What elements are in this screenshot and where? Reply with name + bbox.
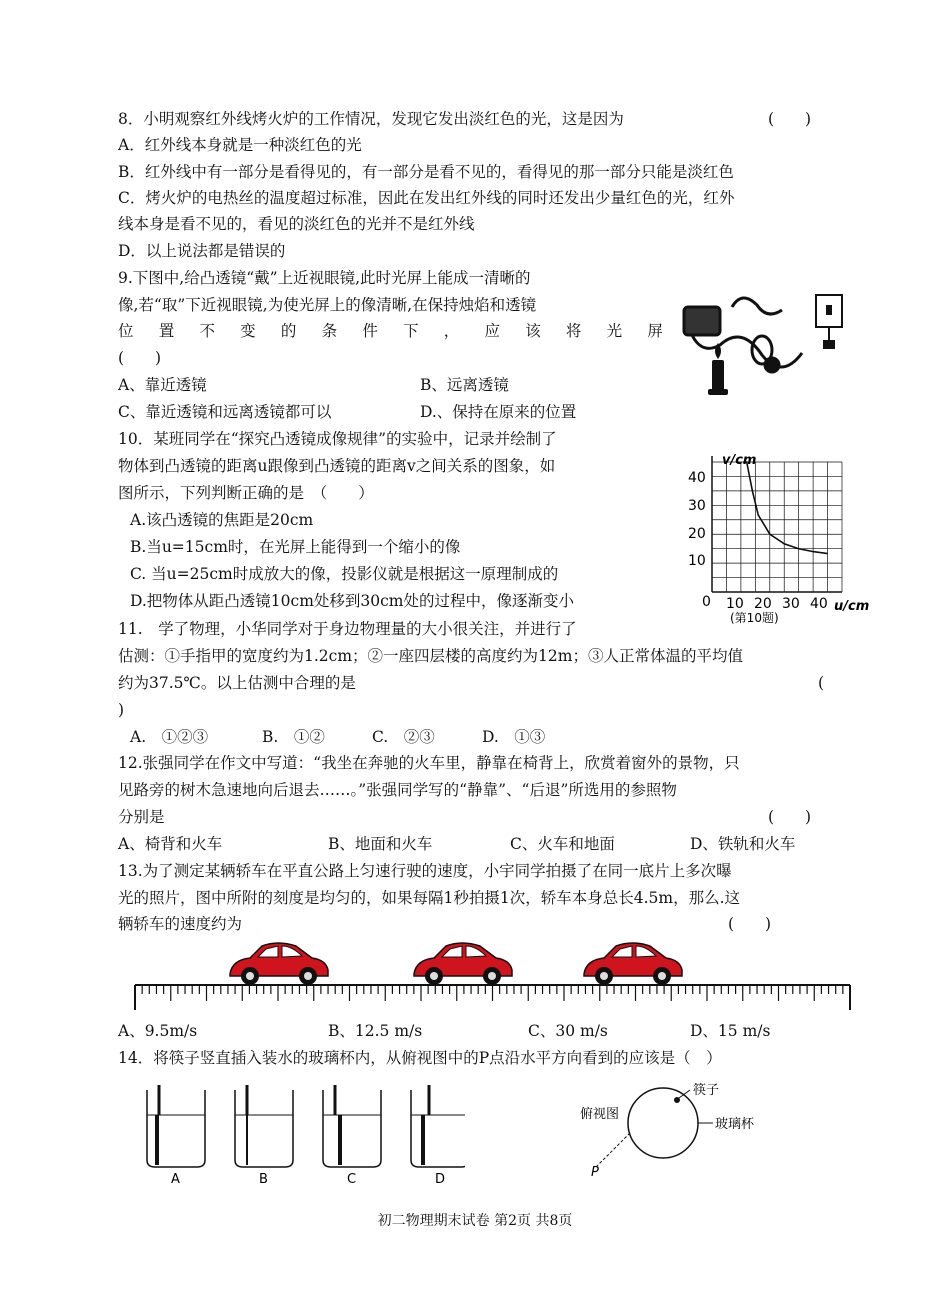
q9-answer-paren: ( ) [118, 349, 162, 367]
q12-line1: 12.张强同学在作文中写道：“我坐在奔驰的火车里，静靠在椅背上，欣赏着窗外的景物，只 [118, 754, 740, 772]
q11-paren-open: ( [818, 674, 825, 692]
q8-option-a: A．红外线本身就是一种淡红色的光 [118, 136, 362, 154]
q12-option-b: B、地面和火车 [328, 835, 433, 853]
v-u-curve [743, 462, 827, 554]
q9-option-b: B、远离透镜 [420, 376, 509, 394]
q9-option-d: D.、保持在原来的位置 [420, 403, 577, 421]
q13-line2: 光的照片，图中所附的刻度是均匀的，如果每隔1秒拍摄1次，轿车本身总长4.5m，那么.这 [118, 889, 741, 907]
v-u-graph [680, 446, 870, 624]
origin-label: 0 [702, 594, 711, 610]
graph-caption: (第10题) [730, 611, 779, 624]
q11-line3: 约为37.5℃。以上估测中合理的是 [118, 674, 356, 692]
q10-option-b: B.当u=15cm时，在光屏上能得到一个缩小的像 [130, 538, 461, 556]
q13-option-a: A、9.5m/s [118, 1022, 198, 1040]
glass-circle [628, 1088, 698, 1158]
q9-stem-line3: 位 置 不 变 的 条 件 下 ， 应 该 将 光 屏 [118, 322, 663, 340]
x-tick-10: 10 [726, 596, 744, 612]
q8-answer-paren: ( ) [768, 110, 812, 128]
cup-c [323, 1085, 381, 1187]
x-tick-20: 20 [754, 596, 772, 612]
cup-label-c: C [347, 1172, 357, 1187]
q12-answer-paren: ( ) [768, 808, 812, 826]
car-exposure-figure [130, 935, 855, 1015]
q10-stem-line1: 10．某班同学在“探究凸透镜成像规律”的实验中，记录并绘制了 [118, 430, 557, 448]
q8-option-d: D．以上说法都是错误的 [118, 242, 286, 260]
car-exposure-3 [584, 943, 682, 985]
ruler-ticks [135, 985, 850, 1001]
q13-option-b: B、12.5 m/s [328, 1022, 423, 1040]
q13-option-c: C、30 m/s [528, 1022, 608, 1040]
q10-option-a: A.该凸透镜的焦距是20cm [130, 511, 314, 529]
cup-b [235, 1085, 293, 1187]
q10-option-c: C. 当u=25cm时成放大的像，投影仪就是根据这一原理制成的 [130, 565, 559, 583]
q11-option-b: B. ①② [262, 728, 325, 746]
q12-line2: 见路旁的树木急速地向后退去……。”张强同学写的“静靠”、“后退”所选用的参照物 [118, 781, 677, 799]
cups-figure [135, 1085, 465, 1190]
q11-option-d: D. ①③ [482, 728, 546, 746]
q10-stem-line3: 图所示，下列判断正确的是 （ ） [118, 484, 374, 502]
cup-d [411, 1085, 465, 1187]
q9-stem-line1: 9.下图中,给凸透镜“戴”上近视眼镜,此时光屏上能成一清晰的 [118, 269, 531, 287]
q14-stem: 14．将筷子竖直插入装水的玻璃杯内，从俯视图中的P点沿水平方向看到的应该是（ ） [118, 1049, 722, 1067]
optical-bench-figure [672, 285, 862, 405]
chopstick-label: 筷子 [693, 1083, 720, 1098]
q12-option-c: C、火车和地面 [510, 835, 615, 853]
q9-stem-line2: 像,若“取”下近视眼镜,为使光屏上的像清晰,在保持烛焰和透镜 [118, 296, 537, 314]
y-tick-10: 10 [688, 553, 706, 569]
q8-option-c: C．烤火炉的电热丝的温度超过标准，因此在发出红外线的同时还发出少量红色的光，红外 [118, 189, 735, 207]
q12-option-d: D、铁轨和火车 [690, 835, 796, 853]
y-tick-40: 40 [688, 470, 706, 486]
screen-icon [816, 295, 842, 349]
q9-option-a: A、靠近透镜 [118, 376, 207, 394]
q11-paren-close: ) [118, 701, 125, 719]
lens-holder-icon [684, 298, 802, 372]
q13-line1: 13.为了测定某辆轿车在平直公路上匀速行驶的速度，小宇同学拍摄了在同一底片上多次曝 [118, 862, 732, 880]
top-view-figure [575, 1078, 775, 1178]
page-footer: 初二物理期末试卷 第2页 共8页 [377, 1213, 573, 1229]
cup-label-a: A [171, 1172, 180, 1187]
q8-option-c-cont: 线本身是看不见的，看见的淡红色的光并不是红外线 [118, 215, 475, 233]
q12-line3: 分别是 [118, 808, 165, 826]
q10-stem-line2: 物体到凸透镜的距离u跟像到凸透镜的距离v之间关系的图象，如 [118, 457, 556, 475]
x-tick-30: 30 [782, 596, 800, 612]
cup-label-b: B [259, 1172, 268, 1187]
candle-icon [708, 343, 728, 395]
graph-grid [712, 462, 842, 592]
q9-option-c: C、靠近透镜和远离透镜都可以 [118, 403, 332, 421]
q12-option-a: A、椅背和火车 [118, 835, 223, 853]
q13-line3: 辆轿车的速度约为 [118, 915, 243, 933]
y-axis-label: v/cm [722, 453, 757, 468]
cup-label-d: D [435, 1172, 446, 1187]
car-exposure-2 [414, 943, 512, 985]
x-axis-label: u/cm [834, 599, 870, 614]
q11-line2: 估测：①手指甲的宽度约为1.2cm；②一座四层楼的高度约为12m；③人正常体温的平均值 [118, 647, 743, 665]
topview-title: 俯视图 [580, 1107, 620, 1122]
point-p-label: P [591, 1165, 599, 1178]
cup-a [147, 1085, 205, 1187]
q10-option-d: D.把物体从距凸透镜10cm处移到30cm处的过程中，像逐渐变小 [130, 592, 575, 610]
q13-answer-paren: ( ) [728, 915, 772, 933]
y-tick-30: 30 [688, 498, 706, 514]
q11-option-c: C. ②③ [372, 728, 435, 746]
q8-stem: 8．小明观察红外线烤火炉的工作情况，发现它发出淡红色的光，这是因为 [118, 110, 624, 128]
q13-option-d: D、15 m/s [690, 1022, 771, 1040]
y-tick-20: 20 [688, 526, 706, 542]
car-exposure-1 [230, 943, 328, 985]
q11-option-a: A. ①②③ [130, 728, 209, 746]
q8-option-b: B．红外线中有一部分是看得见的，有一部分是看不见的，看得见的那一部分只能是淡红色 [118, 163, 734, 181]
q11-line1: 11. 学了物理，小华同学对于身边物理量的大小很关注，并进行了 [118, 620, 577, 638]
x-tick-40: 40 [810, 596, 828, 612]
glass-label: 玻璃杯 [715, 1117, 755, 1132]
